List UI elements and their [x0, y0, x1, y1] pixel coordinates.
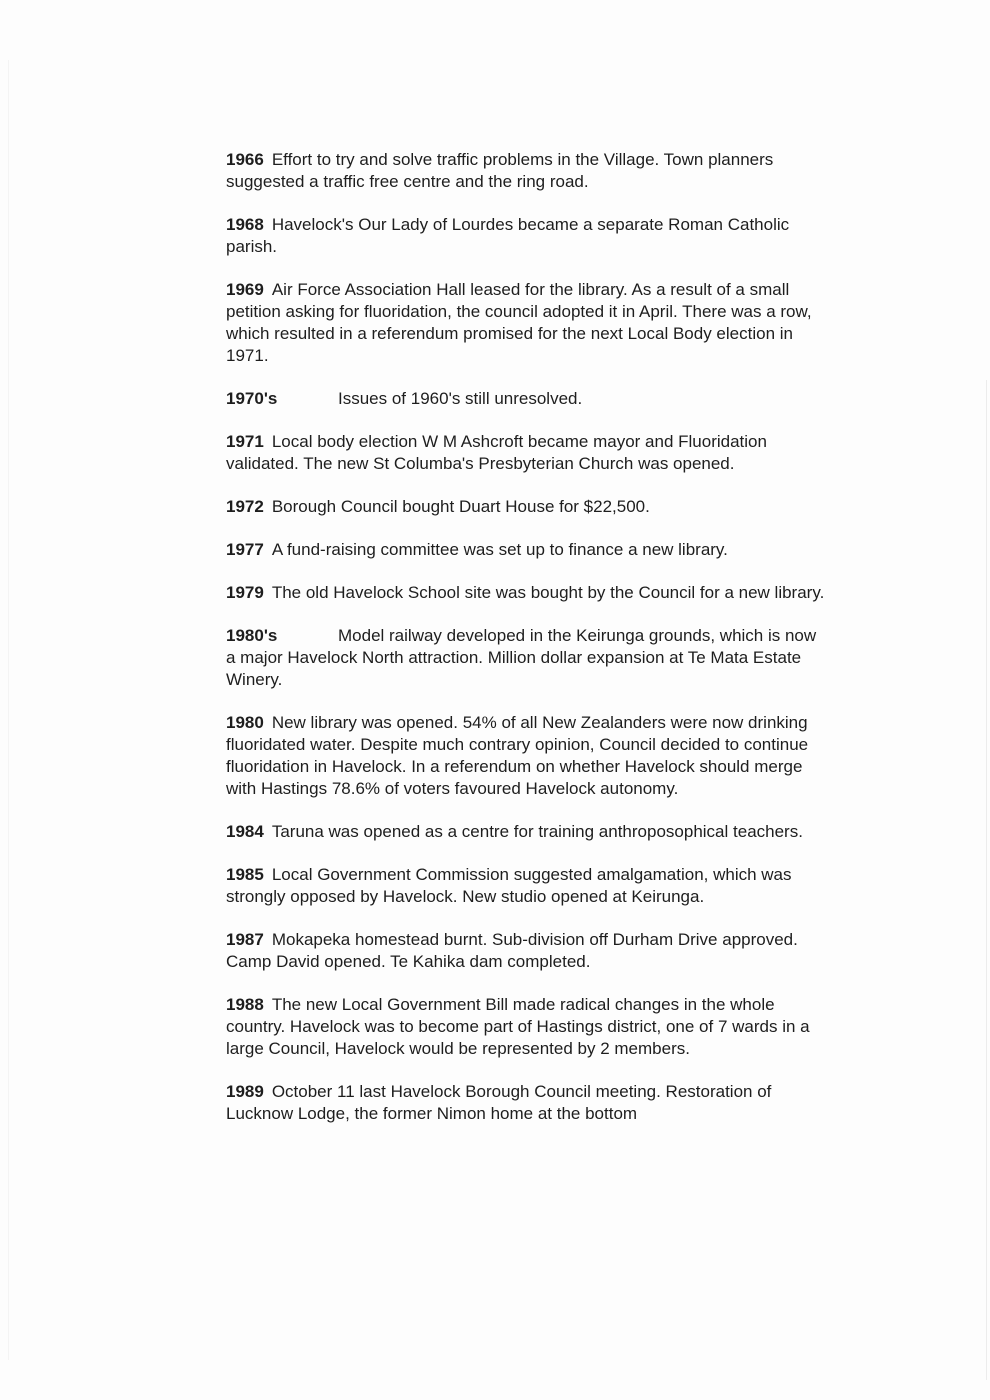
timeline-entry-decade — [226, 388, 826, 410]
entry-year: 1968 — [226, 215, 264, 234]
timeline-entry — [226, 864, 826, 908]
timeline-entry — [226, 994, 826, 1060]
entry-text: Air Force Association Hall leased for the library. As a result of a small petition asking for fluoridation, the council adopted it in April. There was a row, which resulted in a referendum promised for the next Local Body election in 1971. — [226, 280, 812, 365]
entry-text: Mokapeka homestead burnt. Sub-division off Durham Drive approved. Camp David opened. Te Kahika dam completed. — [226, 930, 798, 971]
entry-year: 1984 — [226, 822, 264, 841]
entry-year: 1971 — [226, 432, 264, 451]
entry-year: 1989 — [226, 1082, 264, 1101]
entry-text: Local Government Commission suggested amalgamation, which was strongly opposed by Havelock. New studio opened at Keirunga. — [226, 865, 792, 906]
entry-year: 1988 — [226, 995, 264, 1014]
entry-year: 1987 — [226, 930, 264, 949]
entry-text: The new Local Government Bill made radical changes in the whole country. Havelock was to become part of Hastings district, one of 7 wards in a large Council, Havelock would be represented by 2 members. — [226, 995, 810, 1058]
timeline-entry — [226, 929, 826, 973]
entry-year: 1969 — [226, 280, 264, 299]
entry-text: October 11 last Havelock Borough Council meeting. Restoration of Lucknow Lodge, the former Nimon home at the bottom — [226, 1082, 772, 1123]
timeline-entry — [226, 431, 826, 475]
entry-year: 1977 — [226, 540, 264, 559]
entry-year: 1979 — [226, 583, 264, 602]
entry-year: 1980's — [226, 626, 278, 645]
entry-text: The old Havelock School site was bought by the Council for a new library. — [271, 583, 825, 602]
entry-text: A fund-raising committee was set up to finance a new library. — [271, 540, 728, 559]
entry-year: 1966 — [226, 150, 264, 169]
timeline — [226, 149, 826, 1146]
entry-text: Havelock's Our Lady of Lourdes became a separate Roman Catholic parish. — [226, 215, 790, 256]
entry-year: 1970's — [226, 389, 278, 408]
timeline-entry — [226, 214, 826, 258]
scan-edge-right — [986, 380, 987, 1380]
entry-text: Effort to try and solve traffic problems in the Village. Town planners suggested a traffic free centre and the ring road. — [226, 150, 774, 191]
entry-text: Borough Council bought Duart House for $22,500. — [271, 497, 650, 516]
entry-text: Local body election W M Ashcroft became mayor and Fluoridation validated. The new St Columba's Presbyterian Church was opened. — [226, 432, 767, 473]
timeline-entry — [226, 821, 826, 843]
scan-edge-left — [8, 60, 9, 1360]
entry-text: Taruna was opened as a centre for training anthroposophical teachers. — [271, 822, 803, 841]
entry-text: Issues of 1960's still unresolved. — [338, 389, 583, 408]
timeline-entry — [226, 582, 826, 604]
timeline-entry — [226, 1081, 826, 1125]
entry-year: 1985 — [226, 865, 264, 884]
timeline-entry — [226, 149, 826, 193]
timeline-entry — [226, 279, 826, 367]
entry-year: 1972 — [226, 497, 264, 516]
timeline-entry — [226, 539, 826, 561]
entry-text: Model railway developed in the Keirunga grounds, which is now a major Havelock North attraction. Million dollar expansion at Te Mata Estate Winery. — [226, 626, 817, 689]
entry-text: New library was opened. 54% of all New Zealanders were now drinking fluoridated water. Despite much contrary opinion, Council decided to continue fluoridation in Havelock. In a referendum on whether Havelock should merge with Hastings 78.6% of voters favoured Havelock autonomy. — [226, 713, 809, 798]
entry-year: 1980 — [226, 713, 264, 732]
timeline-entry — [226, 496, 826, 518]
timeline-entry-decade — [226, 625, 826, 691]
timeline-entry — [226, 712, 826, 800]
